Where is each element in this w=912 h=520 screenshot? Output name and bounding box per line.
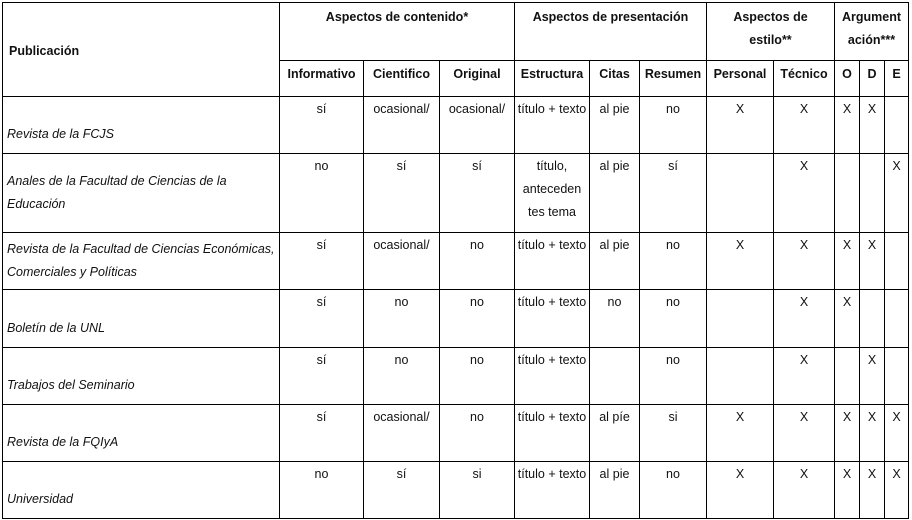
cell-informativo: sí [280, 97, 364, 154]
cell-o: X [835, 462, 860, 519]
col-personal: Personal [707, 61, 774, 97]
cell-personal: X [707, 97, 774, 154]
cell-e [885, 97, 909, 154]
cell-original: ocasional/ [440, 97, 515, 154]
cell-cientifico: ocasional/ [364, 233, 440, 290]
cell-cientifico: ocasional/ [364, 97, 440, 154]
publication-name: Anales de la Facultad de Ciencias de la Educación [3, 154, 280, 233]
cell-tecnico: X [774, 233, 835, 290]
cell-estructura: título + texto [515, 290, 590, 348]
cell-original: sí [440, 154, 515, 233]
cell-e [885, 348, 909, 405]
cell-d: X [860, 462, 885, 519]
cell-estructura: título + texto [515, 348, 590, 405]
cell-original: no [440, 290, 515, 348]
cell-cientifico: sí [364, 154, 440, 233]
header-aspectos-presentacion: Aspectos de presentación [515, 3, 707, 61]
cell-tecnico: X [774, 348, 835, 405]
cell-tecnico: X [774, 154, 835, 233]
cell-personal: X [707, 233, 774, 290]
cell-e: X [885, 405, 909, 462]
cell-cientifico: ocasional/ [364, 405, 440, 462]
header-argumentacion: Argument ación*** [835, 3, 909, 61]
cell-tecnico: X [774, 462, 835, 519]
col-d: D [860, 61, 885, 97]
table-row [3, 154, 909, 233]
cell-citas: al pie [590, 233, 640, 290]
cell-original: no [440, 348, 515, 405]
cell-personal [707, 290, 774, 348]
cell-resumen: no [640, 233, 707, 290]
cell-citas: al pie [590, 97, 640, 154]
cell-citas: al pie [590, 462, 640, 519]
cell-d: X [860, 405, 885, 462]
cell-informativo: no [280, 154, 364, 233]
cell-informativo: sí [280, 233, 364, 290]
cell-informativo: sí [280, 348, 364, 405]
cell-cientifico: no [364, 348, 440, 405]
col-e: E [885, 61, 909, 97]
cell-tecnico: X [774, 290, 835, 348]
table-row [3, 97, 909, 154]
cell-informativo: sí [280, 405, 364, 462]
publication-name: Revista de la Facultad de Ciencias Económicas, Comerciales y Políticas [3, 233, 280, 290]
cell-estructura: título + texto [515, 97, 590, 154]
publications-comparison-table [2, 2, 909, 519]
cell-tecnico: X [774, 97, 835, 154]
cell-personal: X [707, 462, 774, 519]
cell-estructura: título, anteceden tes tema [515, 154, 590, 233]
col-resumen: Resumen [640, 61, 707, 97]
cell-o: X [835, 405, 860, 462]
col-citas: Citas [590, 61, 640, 97]
cell-estructura: título + texto [515, 462, 590, 519]
cell-d: X [860, 233, 885, 290]
cell-informativo: no [280, 462, 364, 519]
cell-o [835, 154, 860, 233]
cell-e: X [885, 462, 909, 519]
cell-e [885, 233, 909, 290]
cell-resumen: si [640, 405, 707, 462]
col-estructura: Estructura [515, 61, 590, 97]
publication-name: Revista de la FCJS [3, 97, 280, 154]
cell-original: no [440, 405, 515, 462]
cell-estructura: título + texto [515, 233, 590, 290]
cell-citas: al pie [590, 154, 640, 233]
cell-d: X [860, 97, 885, 154]
cell-citas: no [590, 290, 640, 348]
table-row [3, 348, 909, 405]
cell-o: X [835, 233, 860, 290]
col-informativo: Informativo [280, 61, 364, 97]
cell-d [860, 290, 885, 348]
cell-resumen: no [640, 290, 707, 348]
col-original: Original [440, 61, 515, 97]
col-tecnico: Técnico [774, 61, 835, 97]
cell-o: X [835, 290, 860, 348]
cell-citas: al píe [590, 405, 640, 462]
cell-resumen: no [640, 462, 707, 519]
cell-tecnico: X [774, 405, 835, 462]
publication-name: Universidad [3, 462, 280, 519]
cell-resumen: sí [640, 154, 707, 233]
cell-informativo: sí [280, 290, 364, 348]
table-row [3, 233, 909, 290]
col-cientifico: Cientifico [364, 61, 440, 97]
cell-o [835, 348, 860, 405]
table-row [3, 405, 909, 462]
cell-e [885, 290, 909, 348]
table-row [3, 462, 909, 519]
cell-personal [707, 348, 774, 405]
table-row [3, 290, 909, 348]
publication-name: Boletín de la UNL [3, 290, 280, 348]
header-aspectos-contenido: Aspectos de contenido* [280, 3, 515, 61]
cell-resumen: no [640, 348, 707, 405]
cell-personal: X [707, 405, 774, 462]
cell-d [860, 154, 885, 233]
cell-cientifico: no [364, 290, 440, 348]
header-publicacion: Publicación [3, 3, 280, 97]
cell-original: si [440, 462, 515, 519]
cell-o: X [835, 97, 860, 154]
cell-resumen: no [640, 97, 707, 154]
publication-name: Trabajos del Seminario [3, 348, 280, 405]
cell-e: X [885, 154, 909, 233]
col-o: O [835, 61, 860, 97]
cell-estructura: título + texto [515, 405, 590, 462]
cell-original: no [440, 233, 515, 290]
cell-personal [707, 154, 774, 233]
publication-name: Revista de la FQIyA [3, 405, 280, 462]
header-aspectos-estilo: Aspectos de estilo** [707, 3, 835, 61]
cell-d: X [860, 348, 885, 405]
cell-citas [590, 348, 640, 405]
cell-cientifico: sí [364, 462, 440, 519]
